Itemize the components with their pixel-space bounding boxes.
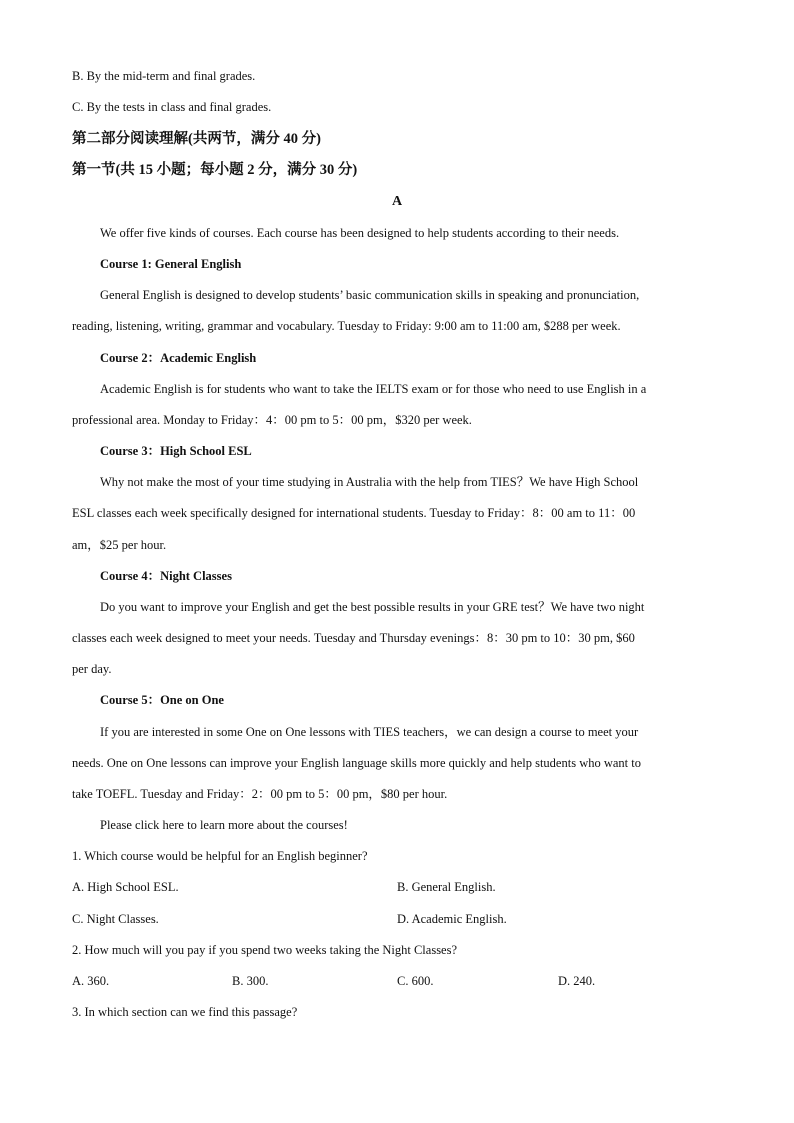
course-3-title: Course 3：High School ESL — [100, 444, 252, 458]
course-5-title: Course 5：One on One — [100, 693, 224, 707]
prev-option-c: C. By the tests in class and final grades. — [72, 100, 272, 114]
course-3-line: am，$25 per hour. — [72, 538, 167, 552]
question-3-stem: 3. In which section can we find this passage? — [72, 1005, 298, 1019]
course-1-title: Course 1: General English — [100, 257, 242, 271]
question-1-stem: 1. Which course would be helpful for an English beginner? — [72, 849, 368, 863]
course-4-line: classes each week designed to meet your needs. Tuesday and Thursday evenings：8：30 pm to 10：30 pm, $60 — [72, 631, 635, 645]
course-4-title: Course 4：Night Classes — [100, 569, 232, 583]
closing-link-text: Please click here to learn more about the courses! — [100, 818, 348, 832]
question-2-option-a: A. 360. — [72, 974, 110, 988]
question-2-option-d: D. 240. — [558, 974, 596, 988]
question-1-option-c: C. Night Classes. — [72, 912, 159, 926]
course-2-title: Course 2：Academic English — [100, 351, 257, 365]
course-2-line: Academic English is for students who want to take the IELTS exam or for those who need to use English in a — [100, 382, 647, 396]
passage-label: A — [391, 194, 403, 209]
course-4-line: per day. — [72, 662, 112, 676]
question-1-option-d: D. Academic English. — [397, 912, 507, 926]
question-2-option-c: C. 600. — [397, 974, 434, 988]
course-2-line: professional area. Monday to Friday：4：00 pm to 5：00 pm，$320 per week. — [72, 413, 472, 427]
course-1-line: General English is designed to develop students’ basic communication skills in speaking and pronunciation, — [100, 288, 640, 302]
course-1-line: reading, listening, writing, grammar and vocabulary. Tuesday to Friday: 9:00 am to 11:00 am, $288 per week. — [72, 319, 621, 333]
passage-intro: We offer five kinds of courses. Each course has been designed to help students according to their needs. — [100, 226, 620, 240]
course-5-line: needs. One on One lessons can improve your English language skills more quickly and help students who want to — [72, 756, 641, 770]
course-5-line: take TOEFL. Tuesday and Friday：2：00 pm to 5：00 pm，$80 per hour. — [72, 787, 448, 801]
course-3-line: ESL classes each week specifically designed for international students. Tuesday to Friday：8：00 am to 11：00 — [72, 506, 636, 520]
course-5-line: If you are interested in some One on One lessons with TIES teachers，we can design a course to meet your — [100, 725, 639, 739]
question-2-option-b: B. 300. — [232, 974, 269, 988]
course-4-line: Do you want to improve your English and get the best possible results in your GRE test？We have two night — [100, 600, 645, 614]
question-2-stem: 2. How much will you pay if you spend two weeks taking the Night Classes? — [72, 943, 458, 957]
course-3-line: Why not make the most of your time studying in Australia with the help from TIES？We have High School — [100, 475, 639, 489]
prev-option-b: B. By the mid-term and final grades. — [72, 69, 256, 83]
part-heading: 第二部分阅读理解(共两节，满分 40 分) — [72, 131, 321, 147]
section-heading: 第一节(共 15 小题；每小题 2 分，满分 30 分) — [72, 162, 358, 178]
question-1-option-b: B. General English. — [397, 880, 496, 894]
question-1-option-a: A. High School ESL. — [72, 880, 179, 894]
